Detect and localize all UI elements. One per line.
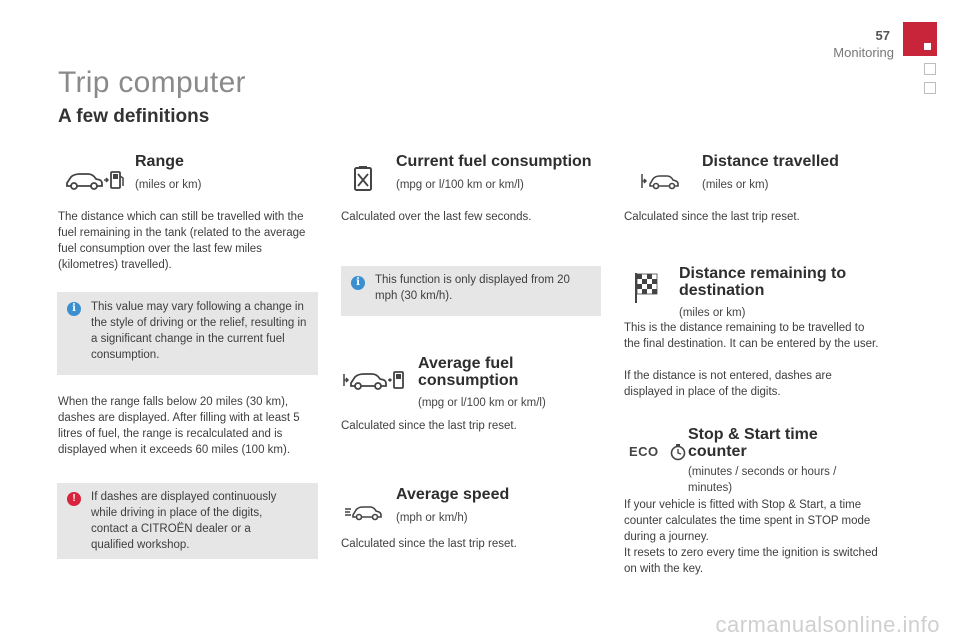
car-distance-icon xyxy=(640,170,682,192)
range-info-text: This value may vary following a change in the style of driving or the relief, resulting in a significant change in the current fuel consumption. xyxy=(91,301,307,361)
range-heading: Range xyxy=(135,153,184,170)
range-description: The distance which can still be travelled with the fuel remaining in the tank (related to the average fuel consumption over the last few miles (kilometres) travelled). xyxy=(58,211,306,271)
average-fuel-heading: Average fuel consumption xyxy=(418,355,519,389)
car-fuel-average-icon xyxy=(342,368,408,392)
distance-remaining-unit: (miles or km) xyxy=(679,307,746,319)
page-title: Trip computer xyxy=(58,66,246,99)
info-icon: i xyxy=(67,302,81,316)
current-fuel-heading: Current fuel consumption xyxy=(396,153,592,170)
info-icon: i xyxy=(351,276,365,290)
distance-remaining-heading: Distance remaining to destination xyxy=(679,265,847,299)
chequered-flag-icon xyxy=(634,272,660,304)
distance-travelled-description: Calculated since the last trip reset. xyxy=(624,211,800,223)
tab-outline-box xyxy=(924,82,936,94)
stop-start-description-1: If your vehicle is fitted with Stop & Start, a time counter calculates the time spent in STOP mode during a journey. xyxy=(624,499,871,543)
average-fuel-unit: (mpg or l/100 km or km/l) xyxy=(418,397,546,409)
eco-timer-icon xyxy=(628,442,690,462)
range-low-text: When the range falls below 20 miles (30 km), dashes are displayed. After filling with at least 5 litres of fuel, the range is recalculated and is displayed when it exceeds 60 miles (100 km). xyxy=(58,396,300,456)
watermark: carmanualsonline.info xyxy=(715,612,940,637)
eco-label: ECO xyxy=(629,444,659,459)
distance-remaining-description-2: If the distance is not entered, dashes are displayed in place of the digits. xyxy=(624,370,832,398)
tab-outline-box xyxy=(924,63,936,75)
average-speed-heading: Average speed xyxy=(396,486,510,503)
range-info-box xyxy=(57,292,318,375)
average-speed-description: Calculated since the last trip reset. xyxy=(341,538,517,550)
fuel-pump-icon xyxy=(352,165,376,193)
current-fuel-info-box xyxy=(341,266,601,316)
car-fuel-range-icon xyxy=(64,168,126,192)
range-warning-text: If dashes are displayed continuously while driving in place of the digits, contact a CITROËN dealer or a qualified workshop. xyxy=(91,491,277,551)
current-fuel-info-text: This function is only displayed from 20 mph (30 km/h). xyxy=(375,274,570,302)
stop-start-unit: (minutes / seconds or hours / minutes) xyxy=(688,466,837,494)
distance-travelled-heading: Distance travelled xyxy=(702,153,839,170)
current-fuel-description: Calculated over the last few seconds. xyxy=(341,211,532,223)
stop-start-description-2: It resets to zero every time the ignition is switched on with the key. xyxy=(624,547,878,575)
section-tab xyxy=(903,22,937,56)
stop-start-heading: Stop & Start time counter xyxy=(688,426,818,460)
page-number: 57 xyxy=(875,28,890,43)
warning-icon: ! xyxy=(67,492,81,506)
distance-travelled-unit: (miles or km) xyxy=(702,179,769,191)
range-unit: (miles or km) xyxy=(135,179,202,191)
section-name: Monitoring xyxy=(833,45,894,60)
average-fuel-description: Calculated since the last trip reset. xyxy=(341,420,517,432)
car-speed-icon xyxy=(344,502,384,522)
range-warning-box xyxy=(57,483,318,559)
page-subtitle: A few definitions xyxy=(58,106,210,127)
average-speed-unit: (mph or km/h) xyxy=(396,512,468,524)
current-fuel-unit: (mpg or l/100 km or km/l) xyxy=(396,179,524,191)
distance-remaining-description-1: This is the distance remaining to be travelled to the final destination. It can be entered by the user. xyxy=(624,322,879,350)
